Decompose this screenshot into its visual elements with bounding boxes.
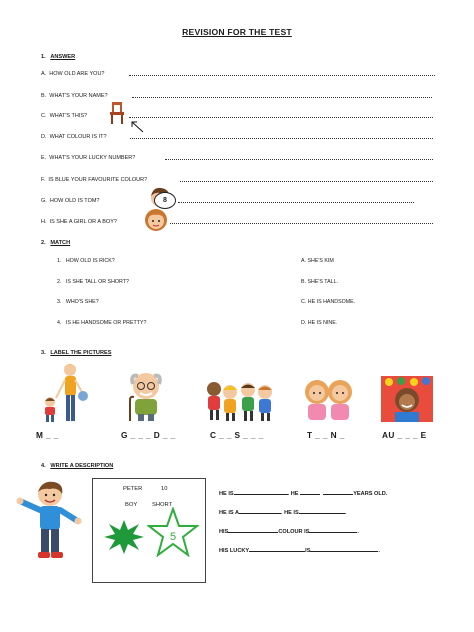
description-line-1: HE IS . HE YEARS OLD. <box>219 491 388 497</box>
answer-line-c[interactable] <box>129 117 433 118</box>
picture-label-5: AU _ _ _ E <box>382 430 427 440</box>
description-line-4: HIS LUCKY IS . <box>219 548 381 554</box>
twins-picture <box>300 378 358 422</box>
answer-line-b[interactable] <box>132 97 432 98</box>
blank-1c[interactable] <box>323 489 353 495</box>
match-right-b: B. SHE'S TALL. <box>301 279 339 285</box>
lucky-star-icon <box>147 507 199 557</box>
picture-label-4: T _ _ N _ <box>307 430 345 440</box>
girl-face-image <box>143 207 169 233</box>
question-h: H. IS SHE A GIRL OR A BOY? <box>41 219 117 225</box>
description-line-3: HIS COLOUR IS . <box>219 529 359 535</box>
match-left-3: 3. WHO'S SHE? <box>57 299 99 305</box>
blank-2b[interactable] <box>299 508 345 514</box>
peter-boy-picture <box>16 480 82 562</box>
answer-line-a[interactable] <box>129 75 435 76</box>
picture-label-1: M _ _ <box>36 430 59 440</box>
match-left-2: 2. IS SHE TALL OR SHORT? <box>57 279 129 285</box>
blank-4b[interactable] <box>310 546 378 552</box>
section-label-heading: 3. LABEL THE PICTURES <box>41 350 112 356</box>
age-badge: 8 <box>154 192 176 209</box>
mother-child-picture <box>36 362 90 424</box>
profile-card <box>92 478 206 583</box>
blank-1a[interactable] <box>234 489 288 495</box>
profile-height: SHORT <box>152 502 173 508</box>
answer-line-h[interactable] <box>170 223 433 224</box>
question-g: G. HOW OLD IS TOM? <box>41 198 100 204</box>
profile-gender: BOY <box>125 502 138 508</box>
arrow-icon <box>129 119 145 133</box>
match-right-c: C. HE IS HANDSOME. <box>301 299 356 305</box>
answer-line-d[interactable] <box>130 138 433 139</box>
section-match-heading: 2. MATCH <box>41 240 71 246</box>
answer-line-e[interactable] <box>165 159 433 160</box>
grandfather-picture <box>120 370 172 422</box>
aunt-picture <box>381 376 433 422</box>
page-title: REVISION FOR THE TEST <box>182 27 292 37</box>
section-describe-heading: 4. WRITE A DESCRIPTION <box>41 463 114 469</box>
blank-4a[interactable] <box>249 546 305 552</box>
question-c: C. WHAT'S THIS? <box>41 113 88 119</box>
question-d: D. WHAT COLOUR IS IT? <box>41 134 107 140</box>
match-left-1: 1. HOW OLD IS RICK? <box>57 258 115 264</box>
picture-label-2: G _ _ _ D _ _ <box>121 430 176 440</box>
description-line-2: HE IS A . HE IS . <box>219 510 347 516</box>
match-left-4: 4. IS HE HANDSOME OR PRETTY? <box>57 320 147 326</box>
match-right-d: D. HE IS NINE. <box>301 320 338 326</box>
question-b: B. WHAT'S YOUR NAME? <box>41 93 108 99</box>
profile-age: 10 <box>161 486 168 492</box>
children-picture <box>204 380 282 422</box>
blank-3b[interactable] <box>309 527 357 533</box>
answer-line-f[interactable] <box>180 181 433 182</box>
answer-line-g[interactable] <box>178 202 414 203</box>
blank-2a[interactable] <box>239 508 281 514</box>
question-f: F. IS BLUE YOUR FAVOURITE COLOUR? <box>41 177 148 183</box>
chair-image <box>106 101 128 125</box>
blank-1b[interactable] <box>300 489 320 495</box>
section-answer-heading: 1. ANSWER <box>41 54 76 60</box>
blank-3a[interactable] <box>228 527 278 533</box>
match-right-a: A. SHE'S KIM <box>301 258 334 264</box>
picture-label-3: C _ _ S _ _ _ <box>210 430 264 440</box>
profile-name: PETER <box>123 486 143 492</box>
lucky-number: 5 <box>169 531 177 543</box>
question-e: E. WHAT'S YOUR LUCKY NUMBER? <box>41 155 136 161</box>
question-a: A. HOW OLD ARE YOU? <box>41 71 105 77</box>
color-splash-icon <box>103 519 145 555</box>
